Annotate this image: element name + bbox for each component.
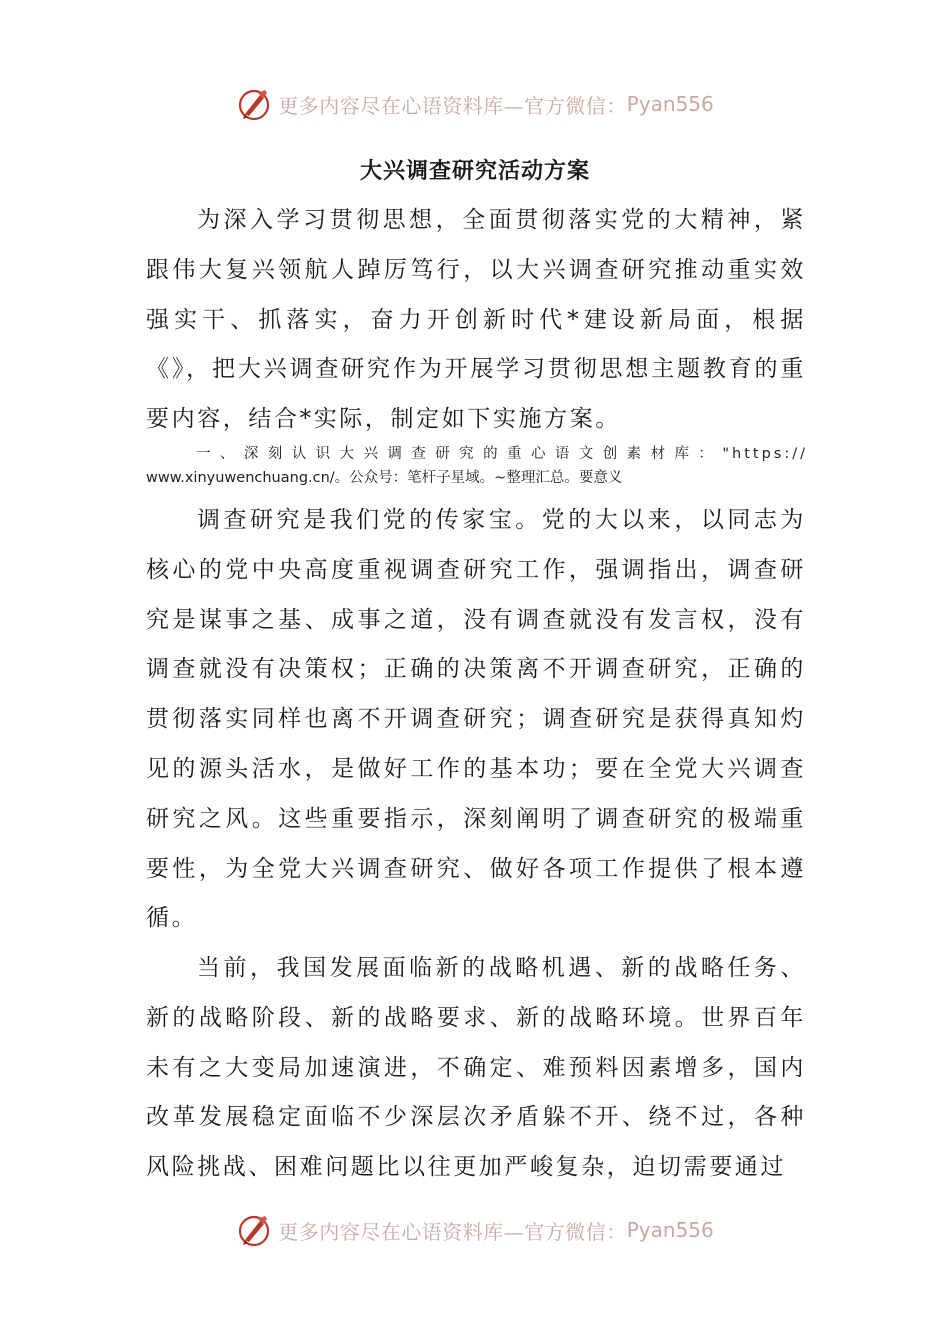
paragraph-current-situation: 当前，我国发展面临新的战略机遇、新的战略任务、新的战略阶段、新的战略要求、新的战略环境。世界百年未有之大变局加速演进，不确定、难预料因素增多，国内改革发展稳定面临不少深层次矛盾躲不开、绕不过，各种风险挑战、困难问题比以往更加严峻复杂，迫切需要通过 (146, 955, 806, 1181)
section-heading-line1: 一、深刻认识大兴调查研究的重心语文创素材库："https:// (196, 446, 808, 462)
pen-logo-icon (236, 1212, 272, 1248)
watermark-text: 更多内容尽在心语资料库—官方微信： (278, 93, 627, 118)
watermark-text: 更多内容尽在心语资料库—官方微信： (278, 1219, 627, 1244)
section-heading (146, 442, 808, 490)
section-heading-line2: www.xinyuwenchuang.cn/。公众号：笔杆子星域。~整理汇总。要意义 (146, 470, 623, 486)
paragraph-intro: 为深入学习贯彻思想，全面贯彻落实党的大精神，紧跟伟大复兴领航人踔厉笃行，以大兴调查研究推动重实效强实干、抓落实，奋力开创新时代*建设新局面，根据《》，把大兴调查研究作为开展学习贯彻思想主题教育的重要内容，结合*实际，制定如下实施方案。 (146, 207, 806, 433)
paragraph-research-importance: 调查研究是我们党的传家宝。党的大以来，以同志为核心的党中央高度重视调查研究工作，强调指出，调查研究是谋事之基、成事之道，没有调查就没有发言权，没有调查就没有决策权；正确的决策离不开调查研究，正确的贯彻落实同样也离不开调查研究；调查研究是获得真知灼见的源头活水，是做好工作的基本功；要在全党大兴调查研究之风。这些重要指示，深刻阐明了调查研究的极端重要性，为全党大兴调查研究、做好各项工作提供了根本遵循。 (146, 507, 806, 932)
watermark-wechat-id: Pyan556 (626, 1218, 714, 1242)
watermark-header (0, 82, 950, 126)
watermark-wechat-id: Pyan556 (626, 92, 714, 116)
watermark-footer (0, 1208, 950, 1252)
pen-logo-icon (236, 86, 272, 122)
document-title: 大兴调查研究活动方案 (359, 158, 590, 184)
